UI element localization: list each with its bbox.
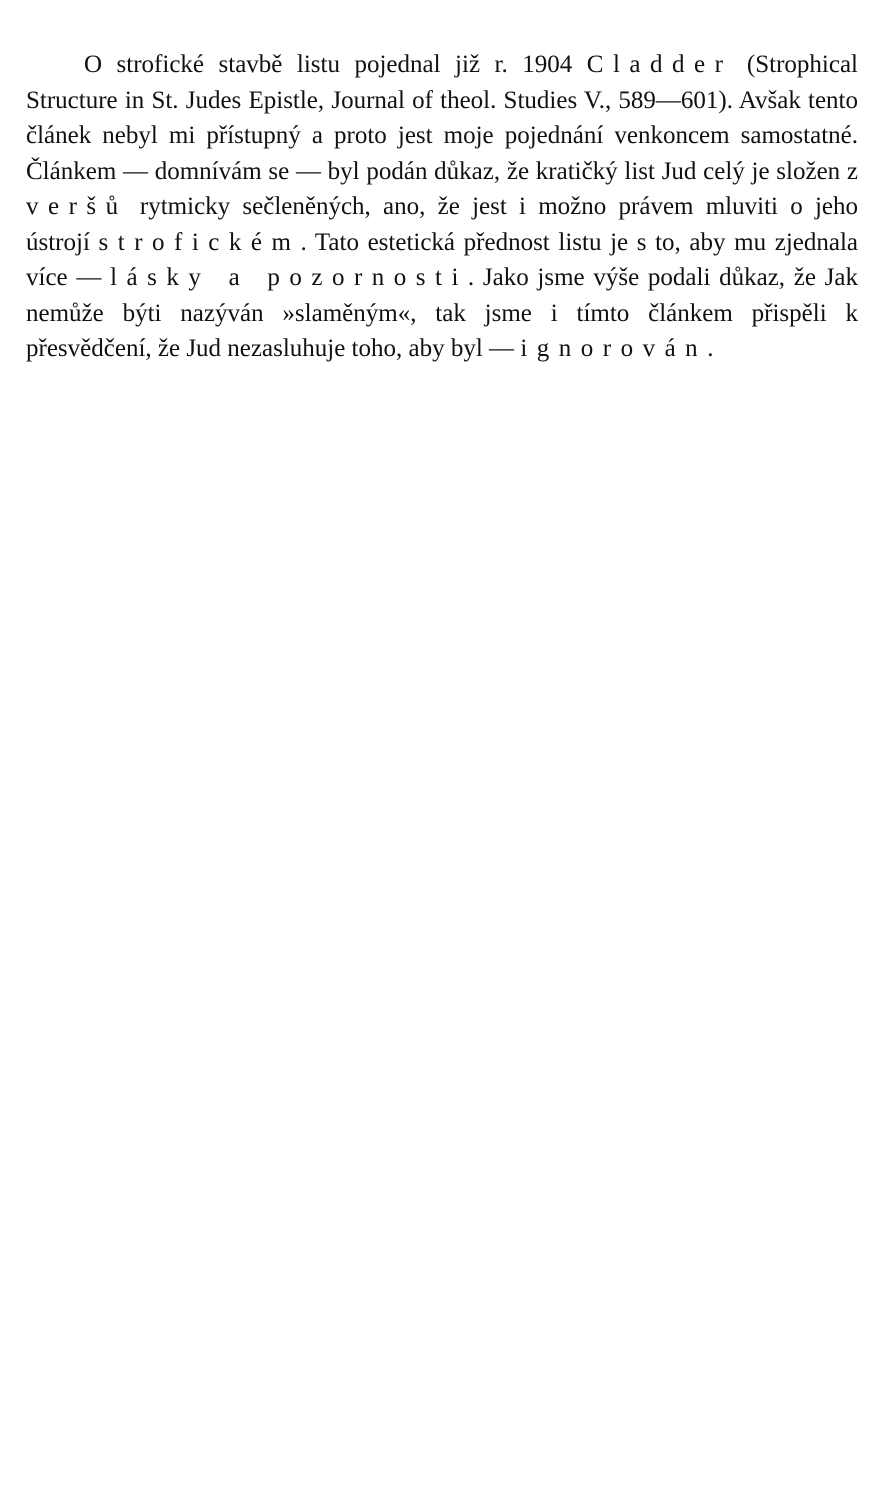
spaced-word-strofickem: strofickém bbox=[98, 228, 301, 256]
spaced-phrase-lasky-a-pozornosti: lásky a pozornosti bbox=[110, 264, 468, 291]
text-run: . bbox=[707, 335, 714, 362]
spaced-word-ignorovan: ignorován bbox=[520, 335, 708, 362]
text-run: . Jako jsme výše podali důkaz, že Jak nemůže býti nazýván »slaměným«, tak jsme i tímto článkem přispěli k přesvědčení, že Jud nezasluhuje toho, aby byl — bbox=[26, 264, 858, 362]
text-run: (Strophical Structure in St. Judes Epistle, Journal of theol. Studies V., 589—601). Avšak tento článek nebyl mi přístupný a proto jest moje pojednání venkoncem samostatné. Článkem — domnívám se — byl podán důkaz, že kratičký list Jud celý je složen z bbox=[26, 51, 858, 185]
text-run: rytmicky sečleněných, ano, že jest i možno právem mluviti o jeho ústrojí bbox=[26, 193, 858, 256]
text-run: . Tato estetická přednost listu je s to, aby mu zjednala více — bbox=[26, 228, 858, 291]
text-run: O strofické stavbě listu pojednal již r. 1904 bbox=[84, 51, 587, 78]
spaced-name-cladder: Cladder bbox=[586, 51, 733, 78]
spaced-word-versu: veršů bbox=[26, 193, 128, 220]
body-paragraph bbox=[26, 47, 858, 367]
